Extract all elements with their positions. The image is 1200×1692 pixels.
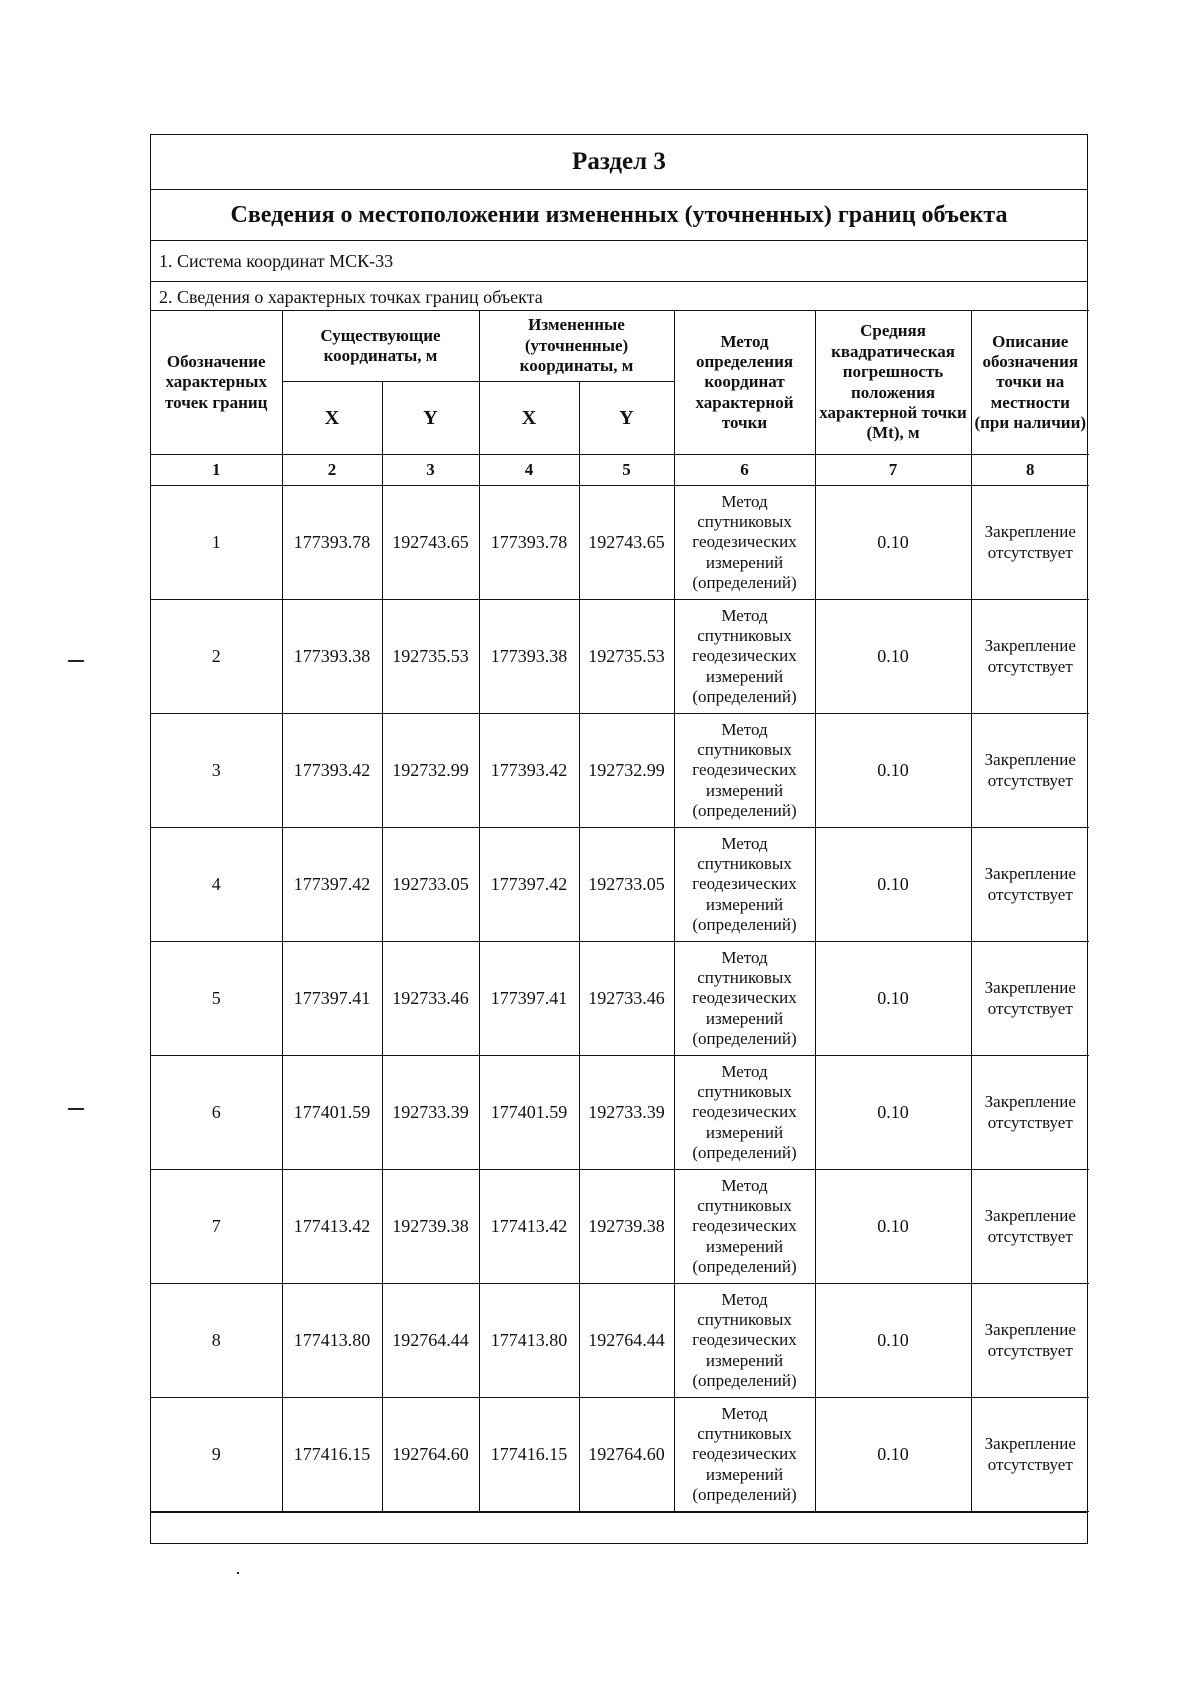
- point-description-cell: Закрепление отсутствует: [971, 1170, 1089, 1284]
- table-row: [151, 828, 1089, 942]
- column-number: 7: [815, 455, 971, 486]
- accuracy-mt-cell: 0.10: [815, 1284, 971, 1398]
- table-row: [151, 942, 1089, 1056]
- header-description: Описание обозначения точки на местности (при наличии): [971, 311, 1089, 455]
- table-footer-row: [151, 1512, 1087, 1543]
- changed-x-cell: 177413.80: [479, 1284, 579, 1398]
- existing-x-cell: 177397.42: [282, 828, 382, 942]
- changed-x-cell: 177416.15: [479, 1398, 579, 1512]
- changed-x-cell: 177397.41: [479, 942, 579, 1056]
- changed-y-cell: 192733.39: [579, 1056, 674, 1170]
- point-description-cell: Закрепление отсутствует: [971, 1056, 1089, 1170]
- existing-x-cell: 177393.42: [282, 714, 382, 828]
- header-method: Метод определения координат характерной точки: [674, 311, 815, 455]
- column-number: 4: [479, 455, 579, 486]
- existing-y-cell: 192732.99: [382, 714, 479, 828]
- method-cell: Метод спутниковых геодезических измерений (определений): [674, 828, 815, 942]
- point-id-cell: 6: [151, 1056, 282, 1170]
- accuracy-mt-cell: 0.10: [815, 600, 971, 714]
- changed-y-cell: 192732.99: [579, 714, 674, 828]
- column-number: 6: [674, 455, 815, 486]
- accuracy-mt-cell: 0.10: [815, 828, 971, 942]
- point-description-cell: Закрепление отсутствует: [971, 714, 1089, 828]
- table-row: [151, 1170, 1089, 1284]
- point-id-cell: 4: [151, 828, 282, 942]
- point-description-cell: Закрепление отсутствует: [971, 828, 1089, 942]
- method-cell: Метод спутниковых геодезических измерений (определений): [674, 942, 815, 1056]
- scan-mark: [237, 1572, 239, 1574]
- changed-x-cell: 177393.78: [479, 486, 579, 600]
- point-description-cell: Закрепление отсутствует: [971, 1284, 1089, 1398]
- table-row: [151, 486, 1089, 600]
- coordinate-system: 1. Система координат МСК-33: [151, 241, 1087, 282]
- method-cell: Метод спутниковых геодезических измерений (определений): [674, 486, 815, 600]
- header-designation: Обозначение характерных точек границ: [151, 311, 282, 455]
- method-cell: Метод спутниковых геодезических измерений (определений): [674, 1398, 815, 1512]
- document-subtitle: Сведения о местоположении измененных (уточненных) границ объекта: [151, 190, 1087, 241]
- method-cell: Метод спутниковых геодезических измерений (определений): [674, 714, 815, 828]
- accuracy-mt-cell: 0.10: [815, 486, 971, 600]
- point-id-cell: 7: [151, 1170, 282, 1284]
- existing-x-cell: 177413.42: [282, 1170, 382, 1284]
- accuracy-mt-cell: 0.10: [815, 1170, 971, 1284]
- existing-x-cell: 177397.41: [282, 942, 382, 1056]
- changed-y-cell: 192743.65: [579, 486, 674, 600]
- scan-mark: [68, 660, 84, 662]
- point-id-cell: 3: [151, 714, 282, 828]
- changed-x-cell: 177393.42: [479, 714, 579, 828]
- existing-y-cell: 192764.60: [382, 1398, 479, 1512]
- method-cell: Метод спутниковых геодезических измерений (определений): [674, 600, 815, 714]
- method-cell: Метод спутниковых геодезических измерений (определений): [674, 1284, 815, 1398]
- existing-x-cell: 177413.80: [282, 1284, 382, 1398]
- point-description-cell: Закрепление отсутствует: [971, 486, 1089, 600]
- point-id-cell: 5: [151, 942, 282, 1056]
- existing-y-cell: 192733.05: [382, 828, 479, 942]
- scan-mark: [68, 1108, 84, 1110]
- table-row: [151, 1284, 1089, 1398]
- changed-y-cell: 192735.53: [579, 600, 674, 714]
- header-changed-coordinates: Измененные (уточненные) координаты, м: [479, 311, 674, 382]
- header-accuracy: Средняя квадратическая погрешность положения характерной точки (Mt), м: [815, 311, 971, 455]
- existing-y-cell: 192733.46: [382, 942, 479, 1056]
- existing-x-cell: 177416.15: [282, 1398, 382, 1512]
- table-body: [151, 486, 1089, 1512]
- boundary-points-table: [151, 310, 1089, 1512]
- changed-x-cell: 177397.42: [479, 828, 579, 942]
- header-existing-coordinates: Существующие координаты, м: [282, 311, 479, 382]
- point-id-cell: 8: [151, 1284, 282, 1398]
- changed-y-cell: 192733.46: [579, 942, 674, 1056]
- column-number: 5: [579, 455, 674, 486]
- section-title: Раздел 3: [151, 135, 1087, 190]
- existing-x-cell: 177393.78: [282, 486, 382, 600]
- point-id-cell: 1: [151, 486, 282, 600]
- header-y-changed: Y: [579, 382, 674, 455]
- header-x-existing: X: [282, 382, 382, 455]
- column-number: 3: [382, 455, 479, 486]
- accuracy-mt-cell: 0.10: [815, 1398, 971, 1512]
- changed-y-cell: 192764.44: [579, 1284, 674, 1398]
- changed-y-cell: 192764.60: [579, 1398, 674, 1512]
- point-description-cell: Закрепление отсутствует: [971, 1398, 1089, 1512]
- table-row: [151, 1056, 1089, 1170]
- changed-x-cell: 177393.38: [479, 600, 579, 714]
- accuracy-mt-cell: 0.10: [815, 714, 971, 828]
- header-row: [151, 311, 1089, 382]
- existing-x-cell: 177401.59: [282, 1056, 382, 1170]
- point-id-cell: 2: [151, 600, 282, 714]
- column-number-row: [151, 455, 1089, 486]
- existing-y-cell: 192739.38: [382, 1170, 479, 1284]
- method-cell: Метод спутниковых геодезических измерений (определений): [674, 1056, 815, 1170]
- accuracy-mt-cell: 0.10: [815, 942, 971, 1056]
- existing-y-cell: 192764.44: [382, 1284, 479, 1398]
- point-id-cell: 9: [151, 1398, 282, 1512]
- existing-y-cell: 192735.53: [382, 600, 479, 714]
- point-description-cell: Закрепление отсутствует: [971, 942, 1089, 1056]
- point-description-cell: Закрепление отсутствует: [971, 600, 1089, 714]
- table-row: [151, 600, 1089, 714]
- document-form: [150, 134, 1088, 1544]
- table-row: [151, 714, 1089, 828]
- column-number: 8: [971, 455, 1089, 486]
- existing-y-cell: 192743.65: [382, 486, 479, 600]
- existing-x-cell: 177393.38: [282, 600, 382, 714]
- changed-y-cell: 192739.38: [579, 1170, 674, 1284]
- column-number: 1: [151, 455, 282, 486]
- column-number: 2: [282, 455, 382, 486]
- changed-x-cell: 177401.59: [479, 1056, 579, 1170]
- table-row: [151, 1398, 1089, 1512]
- accuracy-mt-cell: 0.10: [815, 1056, 971, 1170]
- method-cell: Метод спутниковых геодезических измерений (определений): [674, 1170, 815, 1284]
- changed-x-cell: 177413.42: [479, 1170, 579, 1284]
- existing-y-cell: 192733.39: [382, 1056, 479, 1170]
- header-x-changed: X: [479, 382, 579, 455]
- points-heading: 2. Сведения о характерных точках границ объекта: [159, 287, 543, 307]
- changed-y-cell: 192733.05: [579, 828, 674, 942]
- header-y-existing: Y: [382, 382, 479, 455]
